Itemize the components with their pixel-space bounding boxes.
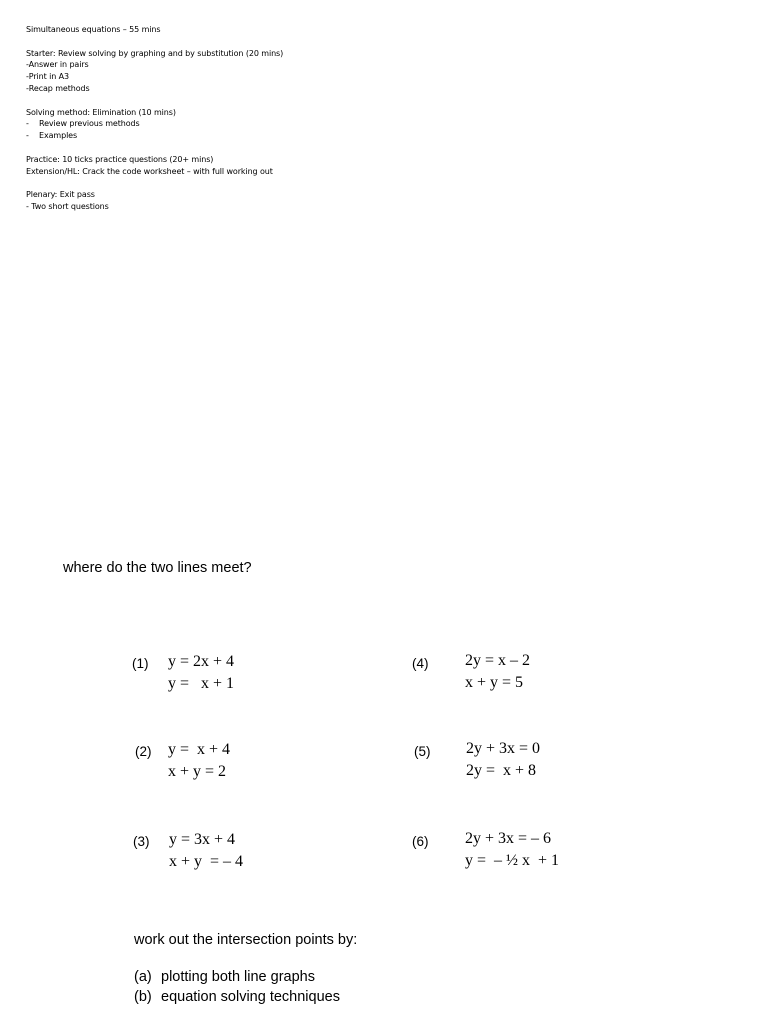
instruction-text: work out the intersection points by: bbox=[134, 932, 358, 948]
method-list bbox=[134, 967, 340, 1007]
method-text: plotting both line graphs bbox=[161, 969, 315, 985]
lesson-plan bbox=[26, 24, 283, 213]
method-item bbox=[134, 987, 340, 1007]
solving-heading: Solving method: Elimination (10 mins) bbox=[26, 107, 176, 117]
equation-pair bbox=[168, 739, 230, 783]
equation-number: (4) bbox=[412, 656, 429, 671]
equation-line: y = 3x + 4 bbox=[169, 831, 236, 848]
method-text: equation solving techniques bbox=[161, 989, 340, 1005]
equation-line: 2y + 3x = – 6 bbox=[465, 830, 552, 847]
method-label: (a) bbox=[134, 969, 152, 985]
equation-number: (2) bbox=[135, 744, 152, 759]
equation-pair bbox=[168, 651, 234, 695]
equation-pair bbox=[169, 829, 243, 873]
solving-item: - Review previous methods bbox=[26, 119, 140, 129]
plenary-item: - Two short questions bbox=[26, 201, 109, 211]
equation-line: y = x + 1 bbox=[168, 675, 235, 692]
starter-item: -Print in A3 bbox=[26, 72, 70, 82]
equation-line: y = 2x + 4 bbox=[168, 653, 235, 670]
extension-line: Extension/HL: Crack the code worksheet – with full working out bbox=[26, 166, 273, 176]
equation-number: (6) bbox=[412, 834, 429, 849]
solving-item: - Examples bbox=[26, 131, 78, 141]
starter-item: -Recap methods bbox=[26, 83, 90, 93]
equation-pair bbox=[466, 738, 540, 782]
equation-line: 2y = x – 2 bbox=[465, 652, 531, 669]
starter-heading: Starter: Review solving by graphing and by substitution (20 mins) bbox=[26, 48, 284, 58]
equation-line: x + y = 5 bbox=[465, 674, 524, 691]
practice-line: Practice: 10 ticks practice questions (20+ mins) bbox=[26, 154, 214, 164]
question-text: where do the two lines meet? bbox=[63, 560, 252, 576]
method-item bbox=[134, 967, 340, 987]
equation-line: x + y = 2 bbox=[168, 763, 227, 780]
starter-item: -Answer in pairs bbox=[26, 60, 89, 70]
plan-title: Simultaneous equations – 55 mins bbox=[26, 25, 161, 34]
equation-number: (1) bbox=[132, 656, 149, 671]
equation-line: 2y + 3x = 0 bbox=[466, 740, 541, 757]
equation-pair bbox=[465, 828, 559, 872]
equation-line: x + y = – 4 bbox=[169, 853, 244, 870]
equation-line: y = x + 4 bbox=[168, 741, 231, 758]
plenary-heading: Plenary: Exit pass bbox=[26, 190, 95, 200]
equation-number: (5) bbox=[414, 744, 431, 759]
equation-number: (3) bbox=[133, 834, 150, 849]
equation-line: 2y = x + 8 bbox=[466, 762, 537, 779]
equation-line: y = – ½ x + 1 bbox=[465, 852, 560, 869]
method-label: (b) bbox=[134, 989, 152, 1005]
equation-pair bbox=[465, 650, 530, 694]
